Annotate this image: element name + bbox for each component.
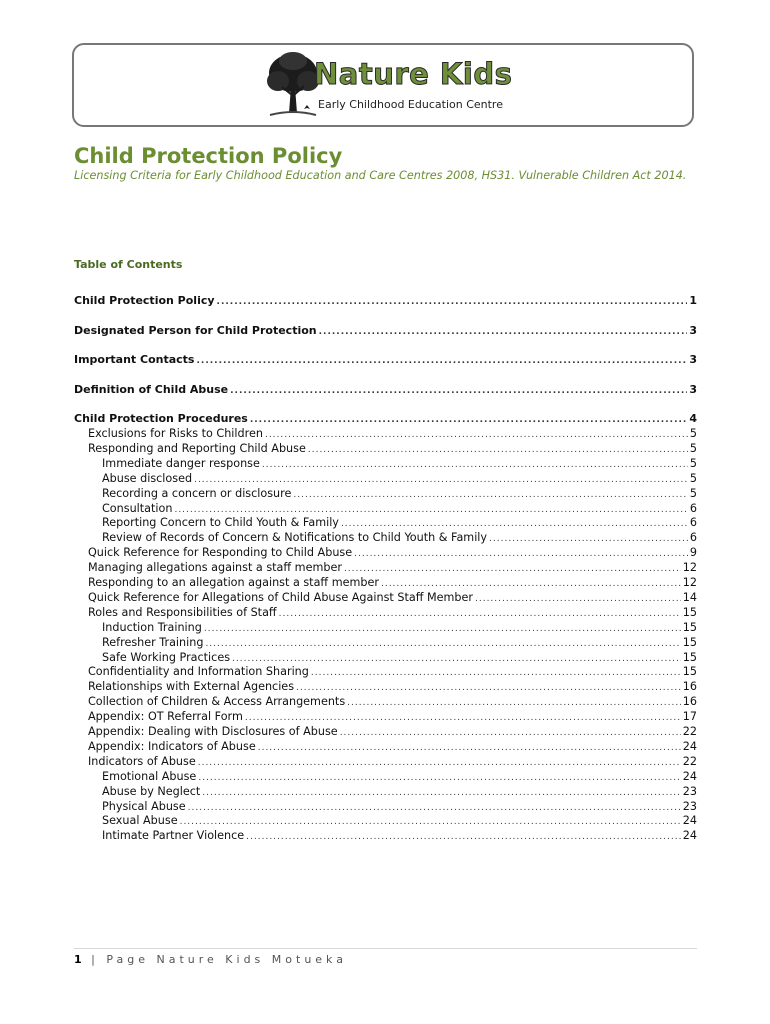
toc-entry[interactable] [74, 800, 697, 815]
toc-entry-page: 22 [682, 725, 697, 738]
toc-leader-dots [232, 654, 681, 664]
footer-separator: | [91, 953, 99, 966]
toc-leader-dots [344, 564, 681, 574]
toc-leader-dots [262, 460, 688, 470]
toc-leader-dots [311, 668, 681, 678]
toc-entry-label: Refresher Training [102, 635, 204, 649]
toc-leader-dots [319, 327, 688, 337]
toc-leader-dots [489, 534, 688, 544]
toc-leader-dots [296, 683, 681, 693]
toc-entry[interactable] [74, 516, 697, 531]
toc-entry-page: 6 [689, 516, 697, 530]
toc-entry[interactable] [74, 442, 697, 457]
toc-leader-dots [202, 788, 680, 798]
toc-leader-dots [279, 609, 681, 619]
toc-leader-dots [188, 803, 681, 813]
toc-entry-page: 9 [689, 546, 697, 560]
toc-leader-dots [198, 758, 681, 768]
toc-entry-label: Roles and Responsibilities of Staff [88, 605, 277, 619]
toc-entry[interactable] [74, 502, 697, 517]
toc-leader-dots [293, 490, 687, 500]
footer-divider [74, 948, 697, 949]
toc-leader-dots [194, 475, 688, 485]
toc-entry[interactable] [74, 324, 697, 339]
toc-entry-label: Safe Working Practices [102, 650, 231, 664]
toc-entry-label: Important Contacts [74, 353, 195, 366]
toc-entry-label: Managing allegations against a staff member [88, 561, 342, 575]
toc-leader-dots [258, 743, 681, 753]
toc-entry-page: 24 [682, 739, 697, 753]
toc-entry-label: Abuse disclosed [102, 471, 193, 485]
toc-leader-dots [205, 639, 680, 649]
toc-entry-page: 15 [682, 605, 697, 619]
toc-entry-page: 5 [689, 471, 697, 485]
toc-entry-page: 4 [689, 412, 697, 425]
toc-leader-dots [246, 832, 681, 842]
toc-entry[interactable] [74, 621, 697, 636]
toc-entry-page: 24 [682, 769, 697, 783]
tree-icon [266, 51, 320, 121]
toc-entry[interactable] [74, 814, 697, 829]
toc-entry[interactable] [74, 457, 697, 472]
toc-entry[interactable] [74, 576, 697, 591]
toc-entry[interactable] [74, 427, 697, 442]
toc-leader-dots [230, 386, 687, 396]
footer-page-number: 1 [74, 953, 84, 966]
toc-entry-page: 3 [689, 382, 697, 396]
toc-leader-dots [354, 549, 688, 559]
toc-entry-label: Abuse by Neglect [102, 784, 201, 798]
toc-leader-dots [340, 728, 681, 738]
toc-entry[interactable] [74, 651, 697, 666]
page-footer [74, 953, 347, 966]
toc-entry[interactable] [74, 561, 697, 576]
toc-entry[interactable] [74, 472, 697, 487]
toc-entry-page: 16 [682, 695, 697, 709]
toc-leader-dots [245, 713, 681, 723]
toc-entry-label: Child Protection Procedures [74, 412, 248, 425]
page-title: Child Protection Policy [74, 144, 343, 168]
toc-entry-page: 15 [682, 620, 697, 634]
toc-entry-page: 12 [682, 561, 697, 575]
toc-entry[interactable] [74, 383, 697, 398]
toc-entry[interactable] [74, 680, 697, 695]
toc-leader-dots [381, 579, 681, 589]
toc-entry-page: 22 [682, 754, 697, 768]
toc-leader-dots [217, 297, 688, 307]
toc-entry-label: Appendix: OT Referral Form [88, 710, 243, 724]
toc-entry[interactable] [74, 665, 697, 680]
toc-entry-page: 24 [682, 814, 697, 828]
toc-entry[interactable] [74, 770, 697, 785]
toc-entry[interactable] [74, 412, 697, 427]
toc-entry-page: 16 [682, 680, 697, 694]
toc-entry-label: Appendix: Indicators of Abuse [88, 739, 256, 753]
toc-entry[interactable] [74, 695, 697, 710]
footer-text: Page Nature Kids Motueka [106, 953, 347, 966]
toc-entry[interactable] [74, 487, 697, 502]
toc-entry-label: Quick Reference for Allegations of Child Abuse Against Staff Member [88, 590, 473, 604]
toc-entry-label: Review of Records of Concern & Notifications to Child Youth & Family [102, 531, 488, 545]
toc-entry-label: Designated Person for Child Protection [74, 323, 317, 337]
toc-entry-label: Reporting Concern to Child Youth & Family [102, 516, 339, 530]
toc-entry-label: Child Protection Policy [74, 294, 215, 307]
toc-entry-label: Quick Reference for Responding to Child Abuse [88, 546, 353, 560]
toc-entry-label: Induction Training [102, 620, 202, 634]
toc-entry-label: Indicators of Abuse [88, 754, 196, 768]
toc-entry-page: 3 [689, 353, 697, 366]
toc-entry-label: Consultation [102, 501, 173, 515]
toc-entry-label: Physical Abuse [102, 799, 186, 813]
toc-entry-label: Immediate danger response [102, 456, 260, 470]
toc-entry[interactable] [74, 755, 697, 770]
toc-entry[interactable] [74, 546, 697, 561]
toc-entry[interactable] [74, 725, 697, 740]
logo-subtitle: Early Childhood Education Centre [318, 98, 503, 111]
nature-kids-logo [266, 51, 516, 121]
toc-entry-label: Confidentiality and Information Sharing [88, 665, 309, 679]
toc-entry-page: 6 [689, 501, 697, 515]
toc-leader-dots [475, 594, 681, 604]
toc-entry-page: 24 [682, 829, 697, 843]
toc-entry-label: Responding to an allegation against a staff member [88, 576, 379, 589]
toc-entry[interactable] [74, 531, 697, 546]
toc-entry-page: 1 [689, 294, 697, 307]
toc-entry-page: 6 [689, 531, 697, 545]
toc-entry[interactable] [74, 606, 697, 621]
toc-entry-page: 5 [689, 427, 697, 440]
toc-leader-dots [204, 624, 681, 634]
toc-entry-page: 3 [689, 323, 697, 337]
toc-entry-page: 5 [689, 441, 697, 455]
toc-leader-dots [198, 773, 680, 783]
toc-leader-dots [341, 519, 688, 529]
toc-entry-page: 15 [682, 665, 697, 679]
logo-name: Nature Kids [314, 57, 513, 91]
toc-entry-label: Appendix: Dealing with Disclosures of Abuse [88, 725, 338, 738]
toc-leader-dots [196, 356, 687, 366]
toc-entry-label: Collection of Children & Access Arrangements [88, 695, 346, 709]
header-logo-box [72, 43, 694, 127]
toc-entry[interactable] [74, 829, 697, 844]
toc-entry-label: Relationships with External Agencies [88, 680, 295, 694]
toc-leader-dots [250, 415, 688, 425]
toc-entry-label: Recording a concern or disclosure [102, 486, 292, 500]
toc-entry-label: Intimate Partner Violence [102, 829, 245, 843]
toc-entry[interactable] [74, 740, 697, 755]
page-subtitle: Licensing Criteria for Early Childhood Education and Care Centres 2008, HS31. Vulnerable Children Act 2014. [74, 169, 687, 182]
toc-entry[interactable] [74, 294, 697, 309]
toc-entry-page: 15 [682, 635, 697, 649]
toc-entry-label: Definition of Child Abuse [74, 382, 229, 396]
toc-entry-label: Exclusions for Risks to Children [88, 427, 263, 440]
toc-entry[interactable] [74, 710, 697, 725]
toc-entry[interactable] [74, 591, 697, 606]
toc-entry-page: 5 [689, 456, 697, 470]
toc-entry-page: 23 [682, 784, 697, 798]
toc-leader-dots [180, 817, 681, 827]
toc-entry-page: 15 [682, 650, 697, 664]
toc-entry-page: 12 [682, 576, 697, 589]
toc-entry-label: Sexual Abuse [102, 814, 178, 828]
toc-entry[interactable] [74, 785, 697, 800]
toc-heading: Table of Contents [74, 258, 183, 271]
toc-leader-dots [347, 698, 681, 708]
toc-leader-dots [265, 430, 688, 440]
toc-leader-dots [174, 505, 687, 515]
toc-entry-page: 5 [689, 486, 697, 500]
toc-entry-page: 14 [682, 590, 697, 604]
toc-entry-label: Emotional Abuse [102, 769, 197, 783]
toc-entry[interactable] [74, 353, 697, 368]
toc-entry-page: 23 [682, 799, 697, 813]
toc-entry[interactable] [74, 636, 697, 651]
toc-entry-label: Responding and Reporting Child Abuse [88, 441, 306, 455]
toc-leader-dots [308, 445, 688, 455]
toc-entry-page: 17 [682, 710, 697, 724]
